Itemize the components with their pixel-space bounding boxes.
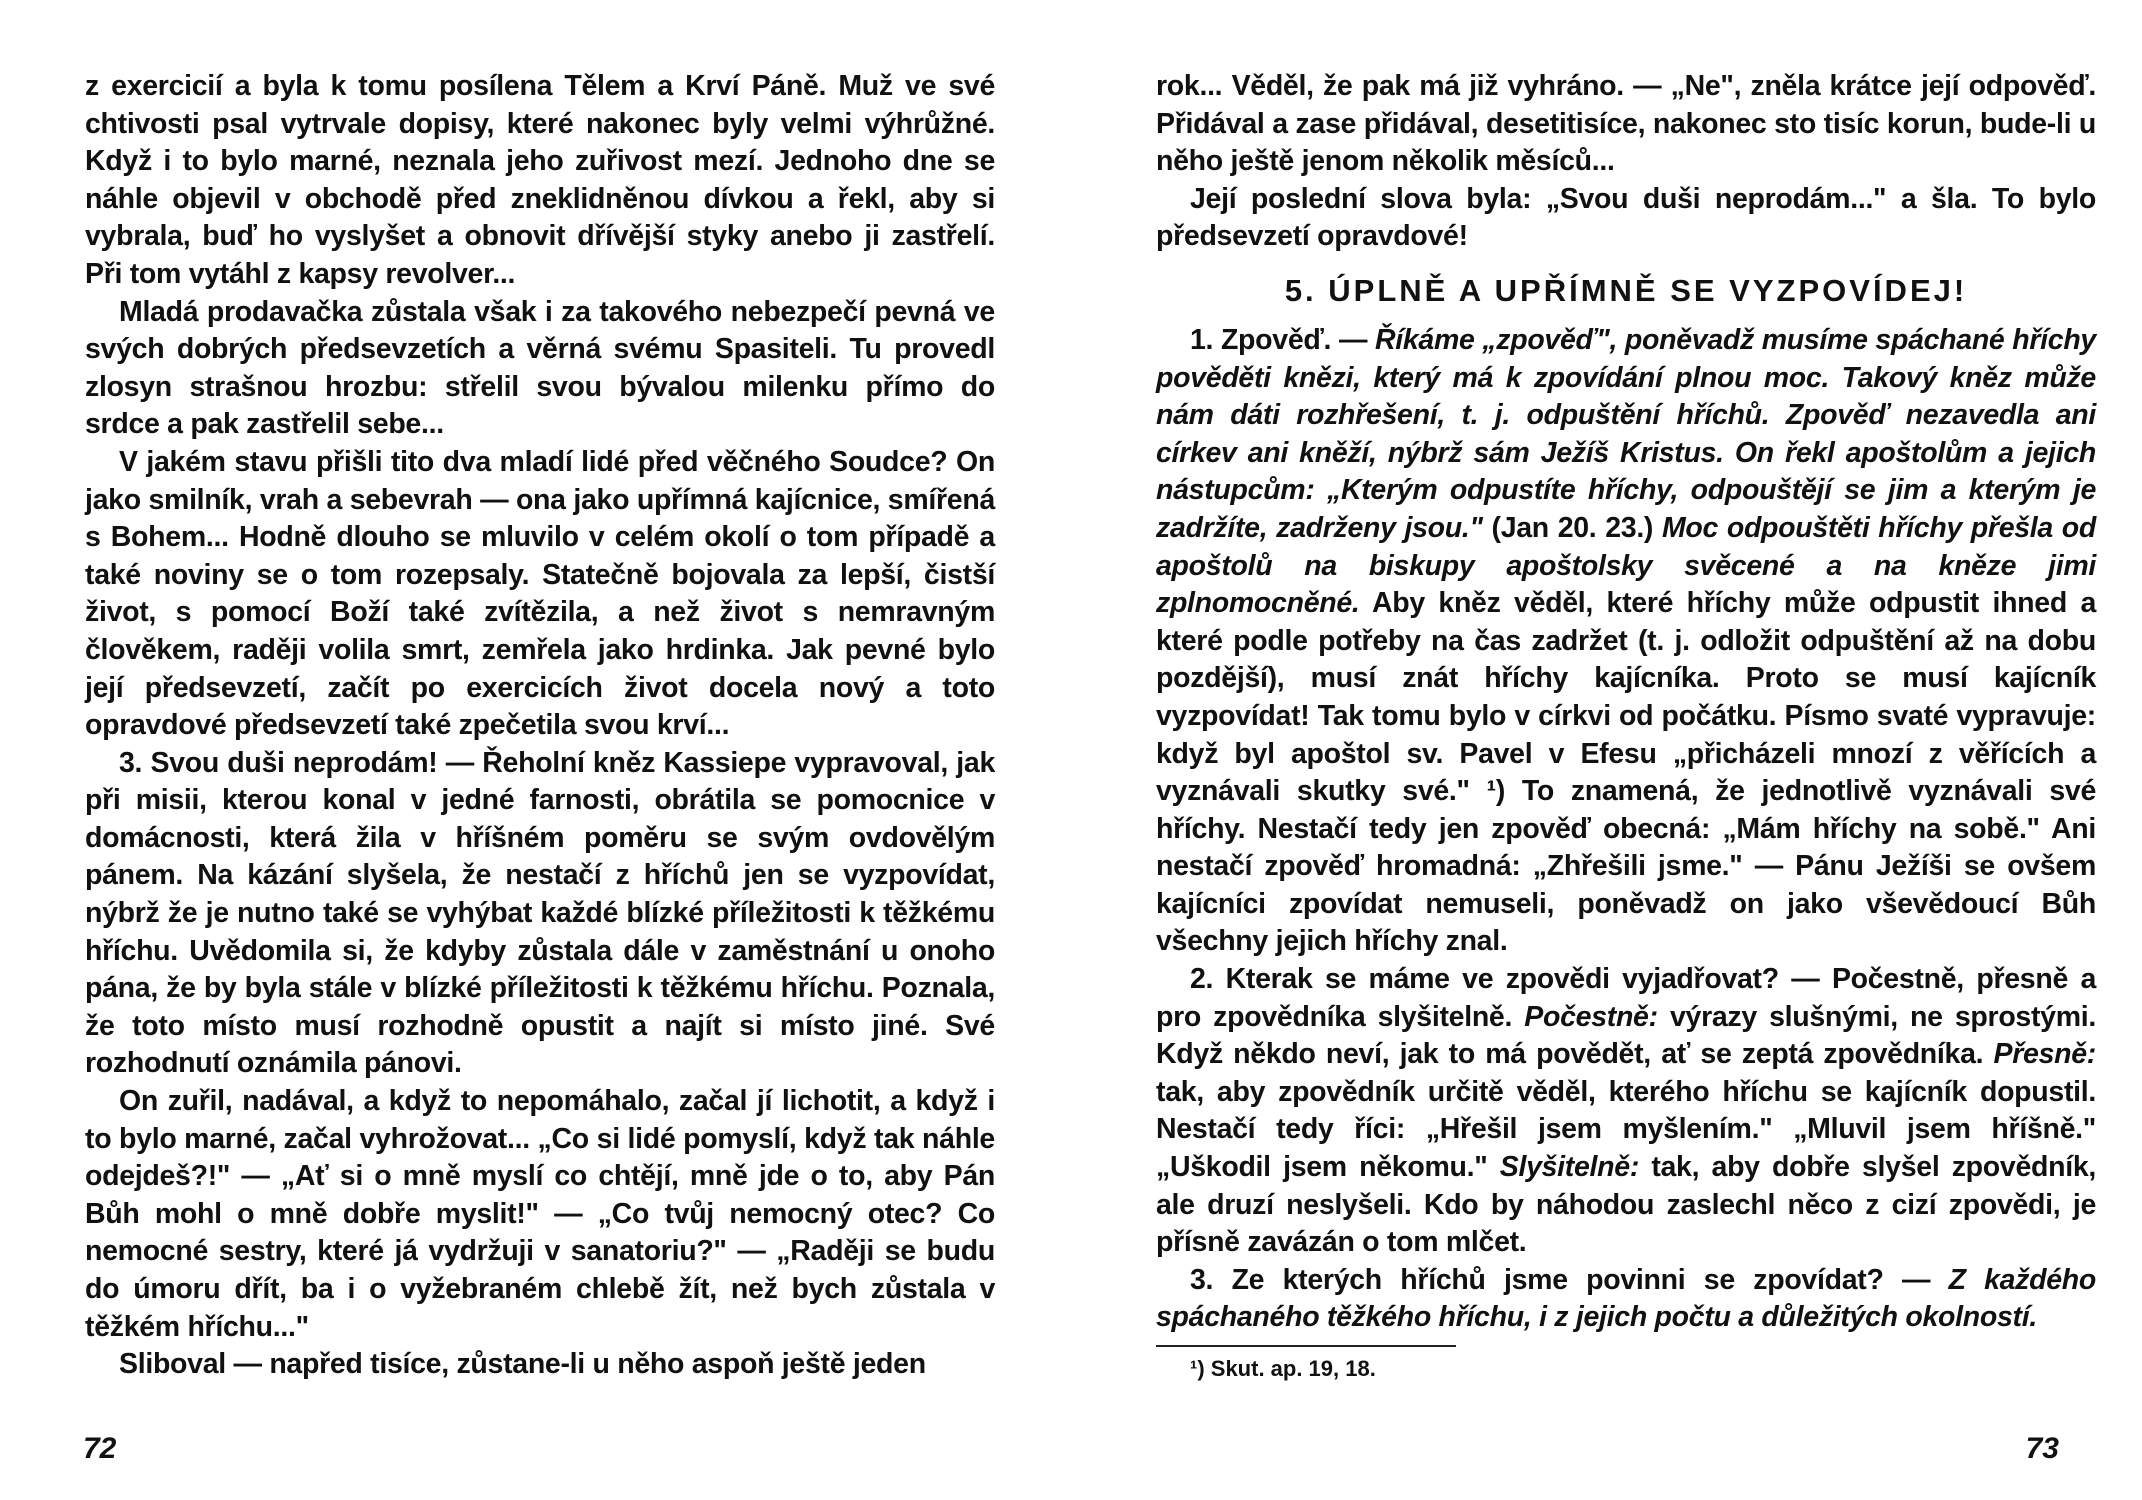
confession-p2-i3: Slyšitelně: [1499,1151,1640,1184]
left-section-3 [85,745,995,1083]
confession-p3-heading: 3. Ze kterých hříchů jsme povinni se zpovídat? [1190,1263,1884,1296]
section-heading: 5. ÚPLNĚ A UPŘÍMNĚ SE VYZPOVÍDEJ! [1284,272,1968,308]
confession-p2-d: tak, aby dobře slyšel zpovědník, ale druzí neslyšeli. Kdo by náhodou zaslechl něco z cizí zpovědi, je přísně zavázán o tom mlčet. [1156,1151,2097,1259]
right-page [1071,0,2142,1500]
left-paragraph-sliboval: Sliboval — napřed tisíce, zůstane-li u něho aspoň ještě jeden [119,1348,926,1381]
right-paragraph-rok: rok... Věděl, že pak má již vyhráno. — „Ne", zněla krátce její odpověď. Přidával a zase přidával, desetitisíce, nakonec sto tisíc korun, bude-li u něho ještě jenom několik měsíců... [1156,70,2096,178]
footnote: ¹) Skut. ap. 19, 18. [1190,1356,1376,1381]
confession-p2-a: — Počestně, přesně a pro zpovědníka slyšitelně. [1156,963,2096,1033]
left-text-column [85,68,995,1384]
confession-p3-dash: — [1883,1263,1949,1296]
confession-paragraph-1 [1156,322,2096,961]
confession-paragraph-2 [1156,961,2096,1262]
right-text-column [1156,68,2096,1383]
confession-p2-i2: Přesně: [1993,1038,2096,1071]
confession-p1-heading: 1. Zpověď. [1190,323,1332,356]
left-page-number: 72 [83,1432,117,1465]
confession-p1-dash: — [1331,323,1375,356]
confession-p2-i1: Počestně: [1524,1000,1658,1033]
left-section-3-heading: 3. Svou duši neprodám! [119,746,438,779]
confession-p2-heading: 2. Kterak se máme ve zpovědi vyjadřovat? [1190,963,1779,996]
confession-p1-italic-a: Říkáme „zpověď", poněvadž musíme spáchané hříchy pověděti knězi, který má k zpovídání plnou moc. Takový kněz může nám dáti rozhřešení, t. j. odpuštění hříchů. Zpověď nezavedla ani církev ani kněží, nýbrž sám Ježíš Kristus. On řekl apoštolům a jejich nástupcům: „Kterým odpustíte hříchy, odpouštějí se jim a kterým je zadržíte, zadrženy jsou." [1156,323,2096,544]
confession-p3-italic: Z každého spáchaného těžkého hříchu, i z jejich počtu a důležitých okolností. [1156,1263,2096,1334]
right-paragraph-last-words: Její poslední slova byla: „Svou duši neprodám..." a šla. To bylo předsevzetí opravdové! [1156,182,2096,253]
left-section-3-text: — Řeholní kněz Kassiepe vypravoval, jak při misii, kterou konal v jedné farnosti, obrátila se pomocnice v domácnosti, která žila v hříšném poměru se svým ovdovělým pánem. Na kázání slyšela, že nestačí z hříchů jen se vyzpovídat, nýbrž že je nutno také se vyhýbat každé blízké příležitosti k těžkému hříchu. Uvědomila si, že kdyby zůstala dále v zaměstnání u onoho pána, že by byla stále v blízké příležitosti k těžkému hříchu. Poznala, že toto místo musí rozhodně opustit a najít si místo jiné. Své rozhodnutí oznámila pánovi. [85,746,995,1080]
confession-p1-italic-b: Moc odpouštěti hříchy přešla od apoštolů na biskupy apoštolsky svěcené a na kněze jimi zplnomocněné. [1156,511,2096,620]
footnote-divider [1156,1345,1456,1347]
confession-p2-c: tak, aby zpovědník určitě věděl, kterého hříchu se kajícník dopustil. Nestačí tedy říci: „Hřešil jsem myšlením." „Mluvil jsem hříšně." „Uškodil jsem někomu." [1156,1075,2096,1184]
right-page-number: 73 [2025,1432,2059,1465]
left-paragraph-3: V jakém stavu přišli tito dva mladí lidé před věčného Soudce? On jako smilník, vrah a sebevrah — ona jako upřímná kajícnice, smířená s Bohem... Hodně dlouho se mluvilo v celém okolí o tom případě a také noviny se o tom rozepsaly. Statečně bojovala za lepší, čistší život, s pomocí Boží také zvítězila, a než život s nemravným člověkem, raději volila smrt, zemřela jako hrdinka. Jak pevné bylo její předsevzetí, začít po exercicích život docela nový a toto opravdové předsevzetí také zpečetila svou krví... [85,445,995,742]
left-paragraph-on: On zuřil, nadával, a když to nepomáhalo, začal jí lichotit, a když i to bylo marné, začal vyhrožovat... „Co si lidé pomyslí, když tak náhle odejdeš?!" — „Ať si o mně myslí co chtějí, mně jde o to, aby Pán Bůh mohl o mně dobře myslit!" — „Co tvůj nemocný otec? Co nemocné sestry, které já vydržuji v sanatoriu?" — „Raději se budu do úmoru dřít, ba i o vyžebraném chlebě žít, než bych zůstala v těžkém hříchu..." [85,1085,995,1343]
confession-p1-ref: (Jan 20. 23.) [1482,511,1662,544]
left-paragraph-1: z exercicií a byla k tomu posílena Tělem a Krví Páně. Muž ve své chtivosti psal vytrvale dopisy, které nakonec byly velmi výhrůžné. Když i to bylo marné, neznala jeho zuřivost mezí. Jednoho dne se náhle objevil v obchodě před zneklidněnou dívkou a řekl, aby si vybrala, buď ho vyslyšet a obnovit dřívější styky anebo ji zastřelí. Při tom vytáhl z kapsy revolver... [85,70,995,290]
confession-paragraph-3 [1156,1262,2096,1337]
left-paragraph-2: Mladá prodavačka zůstala však i za takového nebezpečí pevná ve svých dobrých předsevzetích a věrná svému Spasiteli. Tu provedl zlosyn strašnou hrozbu: střelil svou bývalou milenku přímo do srdce a pak zastřelil sebe... [85,295,995,441]
confession-p2-b: výrazy slušnými, ne sprostými. Když někdo neví, jak to má povědět, ať se zeptá zpovědníka. [1156,1000,2097,1071]
confession-p1-text: Aby kněz věděl, které hříchy může odpustit ihned a které podle potřeby na čas zadržet (t. j. odložit odpuštění až na dobu pozdější), musí znát hříchy kajícníka. Proto se musí kajícník vyzpovídat! Tak tomu bylo v církvi od počátku. Písmo svaté vypravuje: když byl apoštol sv. Pavel v Efesu „přicházeli mnozí z věřících a vyznávali skutky své." ¹) To znamená, že jednotlivě vyznávali své hříchy. Nestačí tedy jen zpověď obecná: „Mám hříchy na sobě." Ani nestačí zpověď hromadná: „Zhřešili jsme." — Pánu Ježíši se ovšem kajícníci zpovídat nemuseli, poněvadž on jako vševědoucí Bůh všechny jejich hříchy znal. [1156,587,2096,958]
